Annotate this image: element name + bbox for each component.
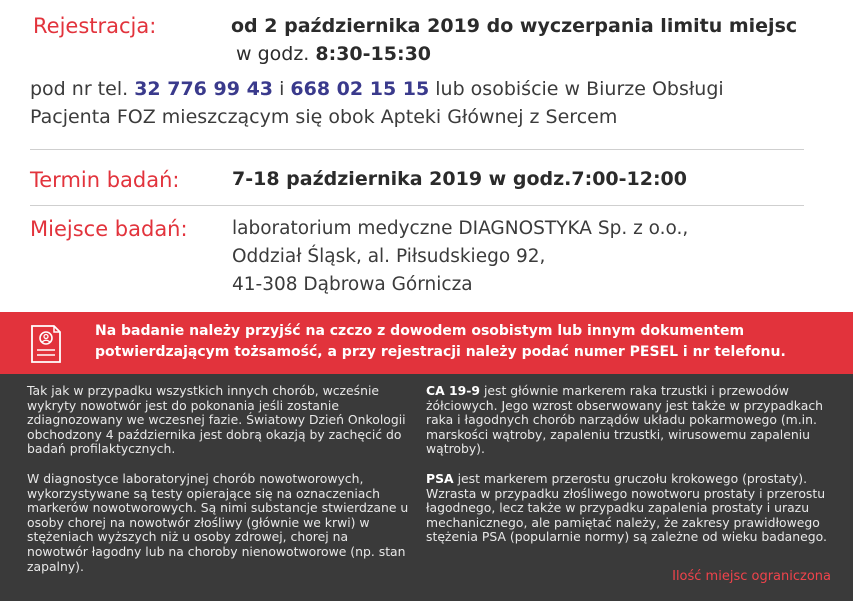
contact-rest: lub osobiście w Biurze Obsługi bbox=[435, 78, 724, 100]
info-panel bbox=[0, 374, 853, 601]
ca-19-9-term: CA 19-9 bbox=[426, 383, 481, 398]
registration-contact-line2: Pacjenta FOZ mieszczącym się obok Apteki Głównej z Sercem bbox=[30, 106, 618, 128]
ca-19-9-text: jest głównie markerem raka trzustki i przewodów żółciowych. Jego wzrost obserwowany jest także w przypadkach raka i łagodnych chorób narządów układu pokarmowego (m.in. marskości wątroby, zapaleniu trzustki, wirusowemu zapaleniu wątroby). bbox=[426, 383, 824, 457]
phone-number-2[interactable]: 668 02 15 15 bbox=[290, 78, 430, 100]
id-document-icon bbox=[26, 324, 66, 364]
banner-line-2: potwierdzającym tożsamość, a przy rejestracji należy podać numer PESEL i nr telefonu. bbox=[95, 344, 786, 360]
hours-prefix: w godz. bbox=[236, 43, 310, 65]
phone-number-1[interactable]: 32 776 99 43 bbox=[134, 78, 274, 100]
phone-prefix: pod nr tel. bbox=[30, 78, 129, 100]
exam-place-line1: laboratorium medyczne DIAGNOSTYKA Sp. z o.o., bbox=[232, 218, 689, 239]
limited-places-note: Ilość miejsc ograniczona bbox=[672, 569, 831, 585]
banner-text bbox=[95, 321, 835, 363]
hours-value: 8:30-15:30 bbox=[315, 43, 432, 65]
banner-line-1: Na badanie należy przyjść na czczo z dowodem osobistym lub innym dokumentem bbox=[95, 323, 745, 339]
info-paragraph: W diagnostyce laboratoryjnej chorób nowotworowych, wykorzystywane są testy opierające się na oznaczeniach markerów nowotworowych. Są nimi substancje stwierdzane u osoby chorej na nowotwór złośliwy (głównie we krwi) w stężeniach wyższych niż u osoby zdrowej, chorej na nowotwór łagodny lub na choroby nienowotworowe (np. stan zapalny). bbox=[27, 470, 409, 574]
divider bbox=[30, 149, 804, 150]
registration-contact-line1 bbox=[30, 78, 724, 100]
requirements-banner bbox=[0, 312, 853, 374]
registration-hours bbox=[236, 43, 431, 65]
exam-place-label: Miejsce badań: bbox=[30, 217, 188, 241]
exam-date-label: Termin badań: bbox=[30, 168, 180, 192]
exam-date-value: 7-18 października 2019 w godz.7:00-12:00 bbox=[232, 168, 687, 190]
exam-place-line3: 41-308 Dąbrowa Górnicza bbox=[232, 274, 473, 295]
info-left-column bbox=[27, 384, 412, 589]
ca-19-9-paragraph bbox=[426, 384, 831, 457]
info-paragraph: Tak jak w przypadku wszystkich innych chorób, wcześnie wykryty nowotwór jest do pokonania jeśli zostanie zdiagnozowany we wczesnej fazie. Światowy Dzień Onkologii obchodzony 4 października jest dobrą okazją by zachęcić do badań profilaktycznych. bbox=[27, 383, 406, 457]
registration-dates: od 2 października 2019 do wyczerpania limitu miejsc bbox=[231, 15, 798, 37]
psa-term: PSA bbox=[426, 470, 454, 486]
psa-text: jest markerem przerostu gruczołu krokowego (prostaty). Wzrasta w przypadku złośliwego nowotworu prostaty i przerostu łagodnego, lecz także w przypadku zapalenia prostaty i urazu mechanicznego, ale pamiętać należy, że zakresy prawidłowego stężenia PSA (popularnie normy) są zależne od wieku badanego. bbox=[426, 470, 827, 545]
info-right-column bbox=[426, 384, 831, 560]
exam-place-line2: Oddział Śląsk, al. Piłsudskiego 92, bbox=[232, 246, 546, 267]
phone-conj: i bbox=[279, 78, 285, 100]
divider bbox=[30, 205, 804, 206]
psa-paragraph bbox=[426, 472, 831, 545]
registration-label: Rejestracja: bbox=[33, 14, 157, 38]
